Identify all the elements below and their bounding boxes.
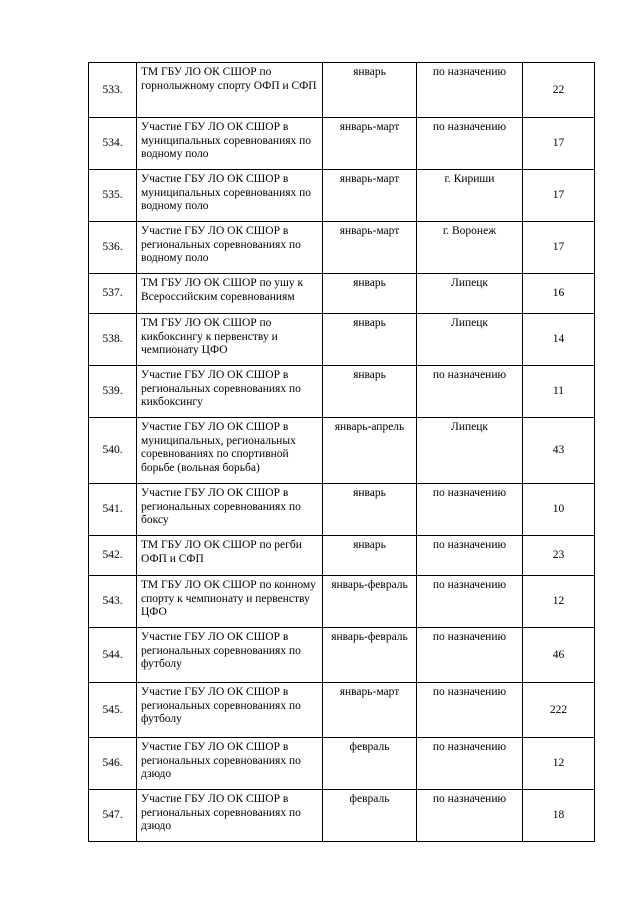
table-row — [89, 222, 595, 274]
row-number: 537. — [89, 274, 137, 314]
event-name: Участие ГБУ ЛО ОК СШОР в региональных соревнованиях по футболу — [137, 683, 323, 738]
participant-count: 18 — [523, 790, 595, 842]
row-number: 547. — [89, 790, 137, 842]
event-period: январь-март — [323, 222, 417, 274]
table-row — [89, 576, 595, 628]
event-location: Липецк — [417, 274, 523, 314]
event-name: ТМ ГБУ ЛО ОК СШОР по регби ОФП и СФП — [137, 536, 323, 576]
row-number: 546. — [89, 738, 137, 790]
table-row — [89, 274, 595, 314]
event-location: по назначению — [417, 576, 523, 628]
table-row — [89, 314, 595, 366]
participant-count: 14 — [523, 314, 595, 366]
table-row — [89, 63, 595, 118]
event-period: январь — [323, 314, 417, 366]
event-period: январь-апрель — [323, 418, 417, 484]
event-period: февраль — [323, 790, 417, 842]
event-location: по назначению — [417, 484, 523, 536]
event-period: январь — [323, 536, 417, 576]
event-location: по назначению — [417, 628, 523, 683]
event-location: по назначению — [417, 366, 523, 418]
event-name: Участие ГБУ ЛО ОК СШОР в муниципальных соревнованиях по водному поло — [137, 118, 323, 170]
participant-count: 17 — [523, 170, 595, 222]
event-period: январь — [323, 484, 417, 536]
event-period: январь-март — [323, 170, 417, 222]
row-number: 544. — [89, 628, 137, 683]
table-row — [89, 170, 595, 222]
participant-count: 46 — [523, 628, 595, 683]
event-name: Участие ГБУ ЛО ОК СШОР в региональных соревнованиях по водному поло — [137, 222, 323, 274]
row-number: 533. — [89, 63, 137, 118]
event-location: по назначению — [417, 683, 523, 738]
row-number: 536. — [89, 222, 137, 274]
participant-count: 10 — [523, 484, 595, 536]
participant-count: 16 — [523, 274, 595, 314]
event-location: по назначению — [417, 63, 523, 118]
event-location: Липецк — [417, 418, 523, 484]
events-table — [88, 62, 595, 842]
event-location: по назначению — [417, 790, 523, 842]
row-number: 542. — [89, 536, 137, 576]
event-period: январь-февраль — [323, 628, 417, 683]
row-number: 543. — [89, 576, 137, 628]
event-name: Участие ГБУ ЛО ОК СШОР в муниципальных соревнованиях по водному поло — [137, 170, 323, 222]
row-number: 541. — [89, 484, 137, 536]
participant-count: 22 — [523, 63, 595, 118]
event-name: ТМ ГБУ ЛО ОК СШОР по кикбоксингу к первенству и чемпионату ЦФО — [137, 314, 323, 366]
table-row — [89, 683, 595, 738]
event-period: январь — [323, 274, 417, 314]
event-name: Участие ГБУ ЛО ОК СШОР в региональных соревнованиях по дзюдо — [137, 738, 323, 790]
event-period: февраль — [323, 738, 417, 790]
row-number: 534. — [89, 118, 137, 170]
event-location: г. Кириши — [417, 170, 523, 222]
event-name: ТМ ГБУ ЛО ОК СШОР по ушу к Всероссийским соревнованиям — [137, 274, 323, 314]
event-location: по назначению — [417, 738, 523, 790]
event-name: Участие ГБУ ЛО ОК СШОР в региональных соревнованиях по кикбоксингу — [137, 366, 323, 418]
event-location: по назначению — [417, 118, 523, 170]
event-name: ТМ ГБУ ЛО ОК СШОР по конному спорту к чемпионату и первенству ЦФО — [137, 576, 323, 628]
participant-count: 17 — [523, 118, 595, 170]
row-number: 545. — [89, 683, 137, 738]
event-location: Липецк — [417, 314, 523, 366]
table-row — [89, 484, 595, 536]
event-name: ТМ ГБУ ЛО ОК СШОР по горнолыжному спорту ОФП и СФП — [137, 63, 323, 118]
table-row — [89, 628, 595, 683]
event-location: г. Воронеж — [417, 222, 523, 274]
row-number: 535. — [89, 170, 137, 222]
table-row — [89, 738, 595, 790]
event-period: январь — [323, 366, 417, 418]
participant-count: 17 — [523, 222, 595, 274]
participant-count: 11 — [523, 366, 595, 418]
event-period: январь-февраль — [323, 576, 417, 628]
row-number: 540. — [89, 418, 137, 484]
participant-count: 12 — [523, 738, 595, 790]
event-name: Участие ГБУ ЛО ОК СШОР в региональных соревнованиях по боксу — [137, 484, 323, 536]
event-name: Участие ГБУ ЛО ОК СШОР в муниципальных, региональных соревнованиях по спортивной борьбе (вольная борьба) — [137, 418, 323, 484]
table-row — [89, 366, 595, 418]
participant-count: 43 — [523, 418, 595, 484]
participant-count: 23 — [523, 536, 595, 576]
event-name: Участие ГБУ ЛО ОК СШОР в региональных соревнованиях по дзюдо — [137, 790, 323, 842]
participant-count: 222 — [523, 683, 595, 738]
event-location: по назначению — [417, 536, 523, 576]
table-row — [89, 118, 595, 170]
event-name: Участие ГБУ ЛО ОК СШОР в региональных соревнованиях по футболу — [137, 628, 323, 683]
event-period: январь-март — [323, 683, 417, 738]
table-row — [89, 418, 595, 484]
table-row — [89, 790, 595, 842]
participant-count: 12 — [523, 576, 595, 628]
table-row — [89, 536, 595, 576]
row-number: 538. — [89, 314, 137, 366]
row-number: 539. — [89, 366, 137, 418]
event-period: январь-март — [323, 118, 417, 170]
event-period: январь — [323, 63, 417, 118]
